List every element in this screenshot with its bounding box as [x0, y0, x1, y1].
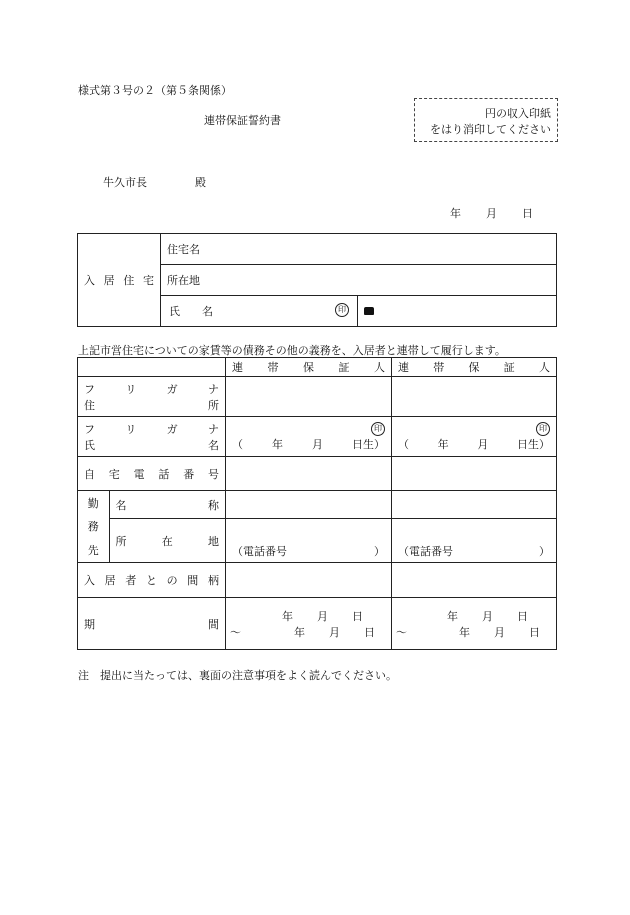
guarantor-2-work-name[interactable] — [392, 491, 557, 519]
guarantor-1-header: 連 帯 保 証 人 — [226, 358, 392, 377]
guarantor-1-home-phone[interactable] — [226, 457, 392, 491]
statement: 上記市営住宅についての家賃等の債務その他の義務を、入居者と連帯して履行します。 — [78, 344, 506, 357]
guarantor-1-name[interactable]: 印 （ 年 月 日生） — [226, 417, 392, 457]
house-name-label: 住宅名 — [167, 243, 200, 256]
addressee-name: 牛久市長 — [103, 176, 147, 189]
guarantor-1-period[interactable]: 年 月 日 〜 年 月 日 — [226, 598, 392, 650]
guarantor-1-work-location[interactable]: （電話番号 ） — [226, 519, 392, 563]
guarantor-2-home-phone[interactable] — [392, 457, 557, 491]
revenue-stamp-area — [414, 98, 558, 142]
page-title: 連帯保証誓約書 — [204, 114, 281, 127]
guarantor-2-period[interactable]: 年 月 日 〜 年 月 日 — [392, 598, 557, 650]
house-name-field[interactable] — [161, 234, 557, 265]
guarantor-table — [77, 357, 557, 650]
guarantor-1-relation[interactable] — [226, 563, 392, 598]
guarantor-1-address[interactable] — [226, 377, 392, 417]
stamp-line-1: 円の収入印紙 — [485, 107, 551, 120]
date-month: 月 — [486, 207, 497, 220]
guarantor-2-header: 連 帯 保 証 人 — [392, 358, 557, 377]
guarantor-2-relation[interactable] — [392, 563, 557, 598]
footnote: 注 提出に当たっては、裏面の注意事項をよく読んでください。 — [78, 669, 397, 682]
resident-phone-field[interactable] — [358, 296, 557, 327]
date-year: 年 — [450, 207, 461, 220]
seal-icon: 印 — [335, 303, 349, 317]
guarantor-1-work-name[interactable] — [226, 491, 392, 519]
location-label: 所在地 — [167, 274, 200, 287]
furigana-address-label: フ リ ガ ナ 住 所 — [78, 377, 226, 417]
resident-group-label — [78, 234, 161, 327]
resident-name-field[interactable] — [161, 296, 358, 327]
label-char: 氏 — [169, 305, 180, 318]
label-char: 名 — [202, 305, 213, 318]
seal-icon: 印 — [536, 422, 550, 436]
label-char: 住 — [123, 274, 135, 287]
guarantor-2-name[interactable]: 印 （ 年 月 日生） — [392, 417, 557, 457]
location-field[interactable] — [161, 265, 557, 296]
work-name-label: 名 称 — [109, 491, 226, 519]
guarantor-2-address[interactable] — [392, 377, 557, 417]
telephone-icon — [364, 307, 374, 315]
guarantor-2-work-location[interactable]: （電話番号 ） — [392, 519, 557, 563]
date-day: 日 — [522, 207, 533, 220]
workplace-label: 勤 務 先 — [78, 491, 110, 563]
addressee-honorific: 殿 — [195, 176, 206, 189]
resident-table — [77, 233, 557, 327]
label-char: 居 — [103, 274, 115, 287]
work-location-label: 所 在 地 — [109, 519, 226, 563]
seal-icon: 印 — [371, 422, 385, 436]
furigana-name-label: フ リ ガ ナ 氏 名 — [78, 417, 226, 457]
form-number: 様式第３号の２（第５条関係） — [78, 84, 232, 97]
stamp-line-2: をはり消印してください — [430, 123, 551, 136]
relation-label: 入 居 者 と の 間 柄 — [78, 563, 226, 598]
period-label: 期 間 — [78, 598, 226, 650]
home-phone-label: 自 宅 電 話 番 号 — [78, 457, 226, 491]
label-char: 宅 — [142, 274, 154, 287]
label-char: 入 — [84, 274, 95, 287]
